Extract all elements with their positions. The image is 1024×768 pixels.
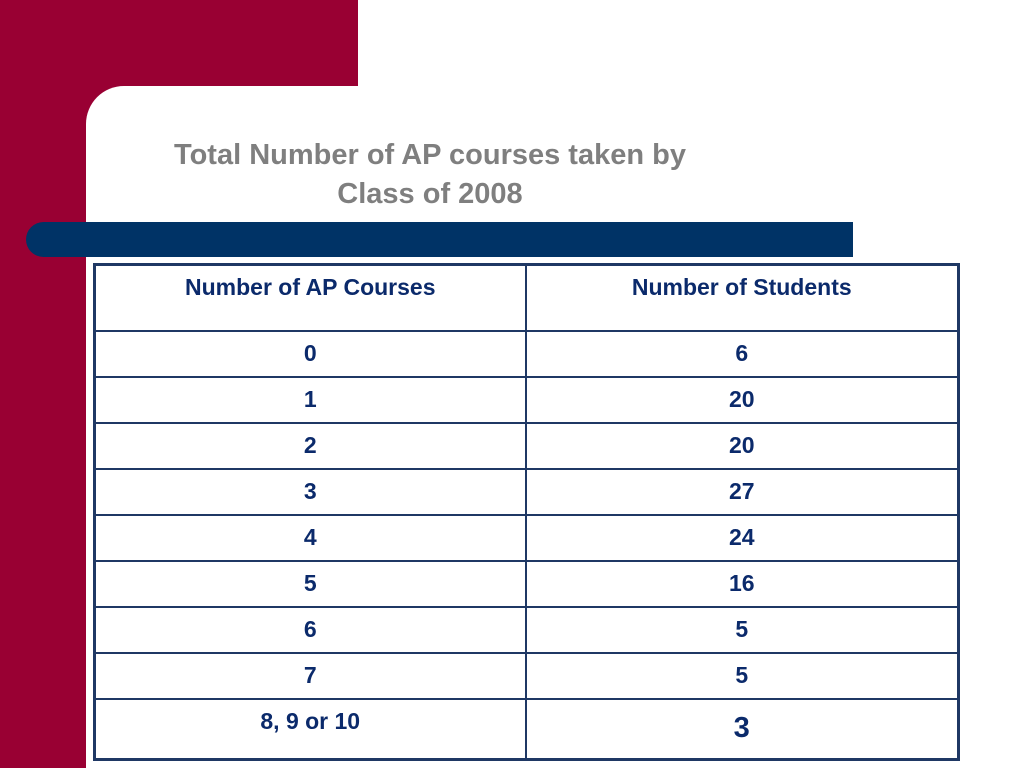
cell-students: 27 (526, 469, 959, 515)
slide-title-line-1: Total Number of AP courses taken by (174, 139, 686, 171)
cell-students: 3 (526, 699, 959, 760)
left-accent-band (0, 0, 86, 768)
ap-courses-table (93, 263, 960, 761)
table-row (95, 515, 959, 561)
cell-students: 16 (526, 561, 959, 607)
table-row (95, 423, 959, 469)
cell-courses: 3 (95, 469, 526, 515)
header-ap-courses: Number of AP Courses (95, 265, 526, 331)
cell-courses: 6 (95, 607, 526, 653)
table-row (95, 331, 959, 377)
cell-courses: 5 (95, 561, 526, 607)
cell-students: 24 (526, 515, 959, 561)
cell-courses: 7 (95, 653, 526, 699)
slide-title-line-2: Class of 2008 (337, 178, 523, 210)
table-row (95, 561, 959, 607)
table-row (95, 607, 959, 653)
cell-students: 5 (526, 653, 959, 699)
table-row (95, 469, 959, 515)
cell-courses: 1 (95, 377, 526, 423)
table-header-row (95, 265, 959, 331)
table-row (95, 699, 959, 760)
table-row (95, 377, 959, 423)
cell-courses: 2 (95, 423, 526, 469)
cell-students: 6 (526, 331, 959, 377)
top-accent-band (0, 0, 358, 86)
cell-courses: 4 (95, 515, 526, 561)
table-row (95, 653, 959, 699)
cell-students: 20 (526, 423, 959, 469)
cell-courses: 0 (95, 331, 526, 377)
cell-courses: 8, 9 or 10 (95, 699, 526, 760)
cell-students: 20 (526, 377, 959, 423)
cell-students: 5 (526, 607, 959, 653)
header-students: Number of Students (526, 265, 959, 331)
title-underline-bar (26, 222, 853, 257)
slide-title (100, 136, 760, 214)
